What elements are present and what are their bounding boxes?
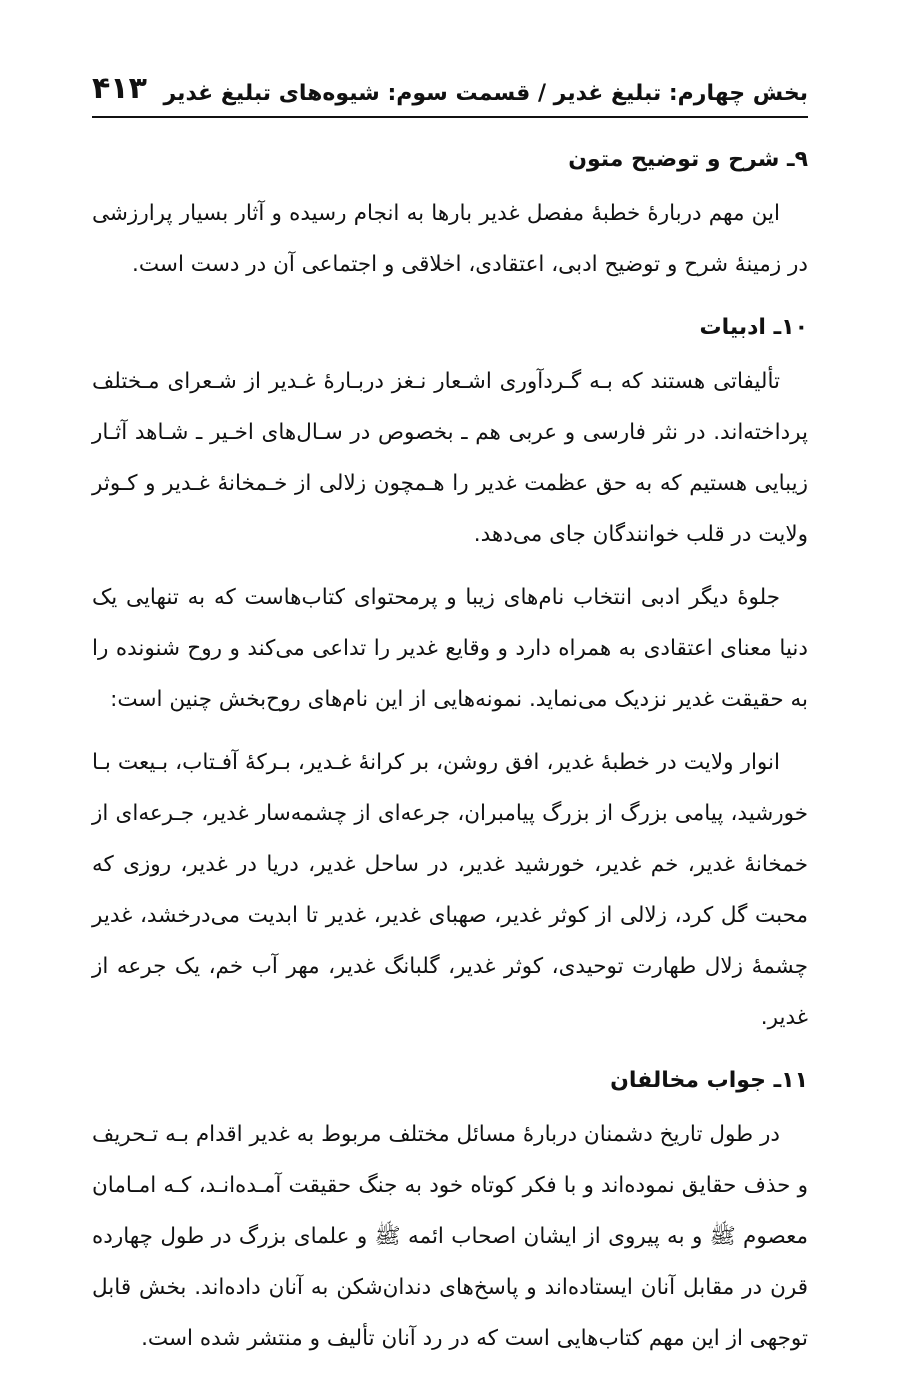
page-number: ۴۱۳ [92, 71, 147, 106]
running-title: بخش چهارم: تبلیغ غدیر / قسمت سوم: شیوه‌های تبلیغ غدیر [163, 81, 808, 106]
page-content [92, 136, 808, 1376]
section-heading: ۹ـ شرح و توضیح متون [568, 147, 808, 172]
section-9 [92, 136, 808, 290]
paragraph: جلوۀ دیگر ادبی انتخاب نام‌های زیبا و پرمحتوای کتاب‌هاست که به تنهایی یک دنیا معنای اعتقادی به همراه دارد و وقایع غدیر را تداعی می‌کند و روح شنونده را به حقیقت غدیر نزدیک می‌نماید. نمونه‌هایی از این نام‌های روح‌بخش چنین است: [92, 585, 808, 712]
paragraph: تألیفاتی هستند که بـه گـردآوری اشـعار نـغز دربـارۀ غـدیر از شـعرای مـختلف پرداخته‌اند. در نثر فارسی و عربی هم ـ بخصوص در سـال‌های اخـیر ـ شـاهد آثـار زیبایی هستیم که به حق عظمت غدیر را هـمچون زلالی از خـمخانۀ غـدیر و کـوثر ولایت در قلب خوانندگان جای می‌دهد. [92, 369, 808, 547]
section-10 [92, 304, 808, 1043]
paragraph: این مهم دربارۀ خطبۀ مفصل غدیر بارها به انجام رسیده و آثار بسیار پرارزشی در زمینۀ شرح و توضیح ادبی، اعتقادی، اخلاقی و اجتماعی آن در دست است. [92, 201, 808, 277]
section-11 [92, 1057, 808, 1364]
paragraph: انوار ولایت در خطبۀ غدیر، افق روشن، بر کرانۀ غـدیر، بـرکۀ آفـتاب، بـیعت بـا خورشید، پیامی بزرگ از بزرگ پیامبران، جرعه‌ای از چشمه‌سار غدیر، جـرعه‌ای از خمخانۀ غدیر، خم غدیر، خورشید غدیر، در ساحل غدیر، دریا در غدیر، روزی که محبت گل کرد، زلالی از کوثر غدیر، صهبای غدیر، غدیر تا ابدیت می‌درخشد، غدیر چشمۀ زلال طهارت توحیدی، کوثر غدیر، گلبانگ غدیر، مهر آب خم، یک جرعه از غدیر. [92, 750, 808, 1030]
section-heading: ۱۱ـ جواب مخالفان [610, 1068, 808, 1093]
section-heading: ۱۰ـ ادبیات [699, 315, 808, 340]
page-header [92, 60, 808, 118]
paragraph: در طول تاریخ دشمنان دربارۀ مسائل مختلف مربوط به غدیر اقدام بـه تـحریف و حذف حقایق نموده‌اند و با فکر کوتاه خود به جنگ حقیقت آمـده‌انـد، کـه امـامان معصوم ﷺ و به پیروی از ایشان اصحاب ائمه ﷺ و علمای بزرگ در طول چهارده قرن در مقابل آنان ایستاده‌اند و پاسخ‌های دندان‌شکن به آنان داده‌اند. بخش قابل توجهی از این مهم کتاب‌هایی است که در رد آنان تألیف و منتشر شده است. [92, 1122, 808, 1351]
